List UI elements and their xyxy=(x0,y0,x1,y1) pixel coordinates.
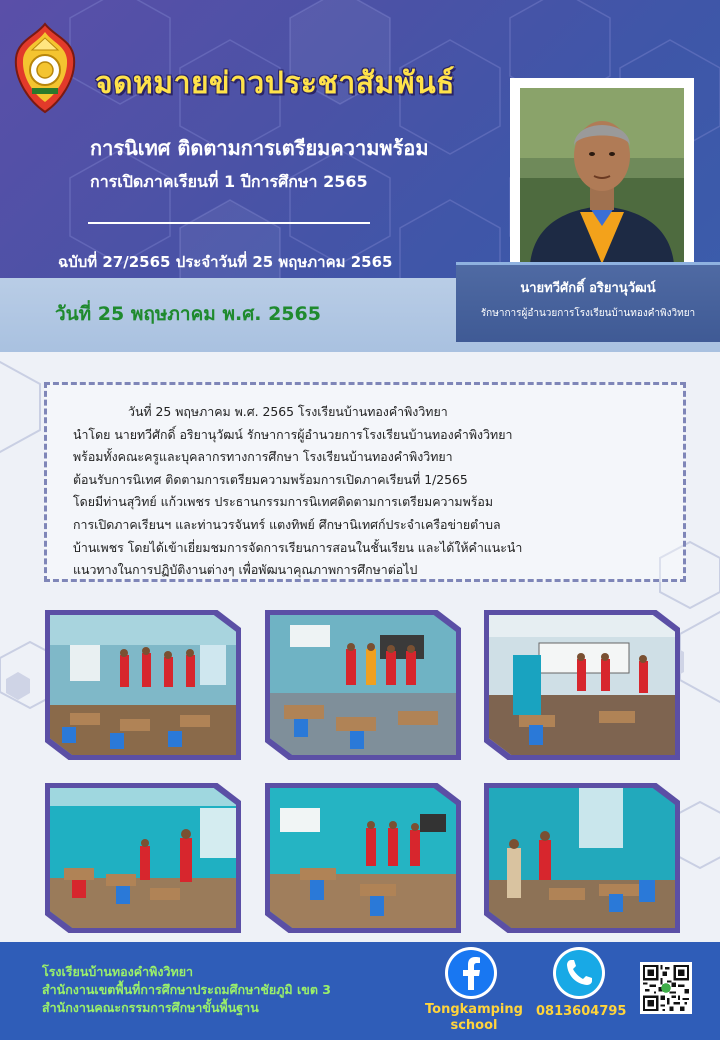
news-text-box xyxy=(44,382,686,582)
paragraph-line: โดยมีท่านสุวิทย์ แก้วเพชร ประธานกรรมการนิเทศติดตามการเตรียมความพร้อม xyxy=(73,494,494,510)
paragraph-line: การเปิดภาคเรียนฯ และท่านวรจันทร์ แตงทิพย์ ศึกษานิเทศก์ประจำเครือข่ายตำบล xyxy=(73,516,501,532)
facebook-icon[interactable] xyxy=(444,946,498,1000)
qr-code-icon[interactable] xyxy=(640,962,692,1014)
classroom-photo-3 xyxy=(484,610,680,760)
classroom-photo-2 xyxy=(265,610,461,760)
classroom-photo-4 xyxy=(45,783,241,933)
director-photo-frame xyxy=(510,78,694,274)
event-date-heading: วันที่ 25 พฤษภาคม พ.ศ. 2565 xyxy=(55,303,321,325)
classroom-photo-6 xyxy=(484,783,680,933)
header-divider xyxy=(88,222,370,224)
school-emblem-logo xyxy=(10,22,80,114)
classroom-photo-5 xyxy=(265,783,461,933)
subtitle-supervision: การนิเทศ ติดตามการเตรียมความพร้อม xyxy=(90,136,429,160)
paragraph-line: บ้านเพชร โดยได้เข้าเยี่ยมชมการจัดการเรียนการสอนในชั้นเรียน และได้ให้คำแนะนำ xyxy=(73,539,523,555)
director-name: นายทวีศักดิ์ อริยานุวัฒน์ xyxy=(520,281,656,296)
director-position: รักษาการผู้อำนวยการโรงเรียนบ้านทองคำพิงวิทยา xyxy=(480,308,696,319)
phone-icon[interactable] xyxy=(552,946,606,1000)
paragraph-line: นำโดย นายทวีศักดิ์ อริยานุวัฒน์ รักษาการผู้อำนวยการโรงเรียนบ้านทองคำพิงวิทยา xyxy=(73,426,513,442)
subtitle-semester: การเปิดภาคเรียนที่ 1 ปีการศึกษา 2565 xyxy=(90,172,368,191)
facebook-page-label[interactable]: Tongkamping school xyxy=(425,1002,523,1033)
footer-district-office: สำนักงานเขตพื้นที่การศึกษาประถมศึกษาชัยภูมิ เขต 3 xyxy=(42,982,332,997)
paragraph-line: ต้อนรับการนิเทศ ติดตามการเตรียมความพร้อมการเปิดภาคเรียนที่ 1/2565 xyxy=(73,471,468,487)
issue-number-date: ฉบับที่ 27/2565 ประจำวันที่ 25 พฤษภาคม 2565 xyxy=(58,253,393,271)
director-name-plate xyxy=(456,262,720,342)
director-portrait xyxy=(520,88,684,264)
phone-number[interactable]: 0813604795 xyxy=(536,1004,627,1019)
footer-basic-education: สำนักงานคณะกรรมการศึกษาขั้นพื้นฐาน xyxy=(42,1000,259,1015)
paragraph-line: พร้อมทั้งคณะครูและบุคลากรทางการศึกษา โรงเรียนบ้านทองคำพิงวิทยา xyxy=(73,449,453,465)
classroom-photo-1 xyxy=(45,610,241,760)
newsletter-title: จดหมายข่าวประชาสัมพันธ์ xyxy=(95,66,455,101)
paragraph-line: แนวทางในการปฏิบัติงานต่างๆ เพื่อพัฒนาคุณภาพการศึกษาต่อไป xyxy=(73,562,418,578)
news-paragraph xyxy=(73,401,661,582)
footer-school-name: โรงเรียนบ้านทองคำพิงวิทยา xyxy=(42,964,194,979)
paragraph-line: วันที่ 25 พฤษภาคม พ.ศ. 2565 โรงเรียนบ้านทองคำพิงวิทยา xyxy=(128,404,448,419)
